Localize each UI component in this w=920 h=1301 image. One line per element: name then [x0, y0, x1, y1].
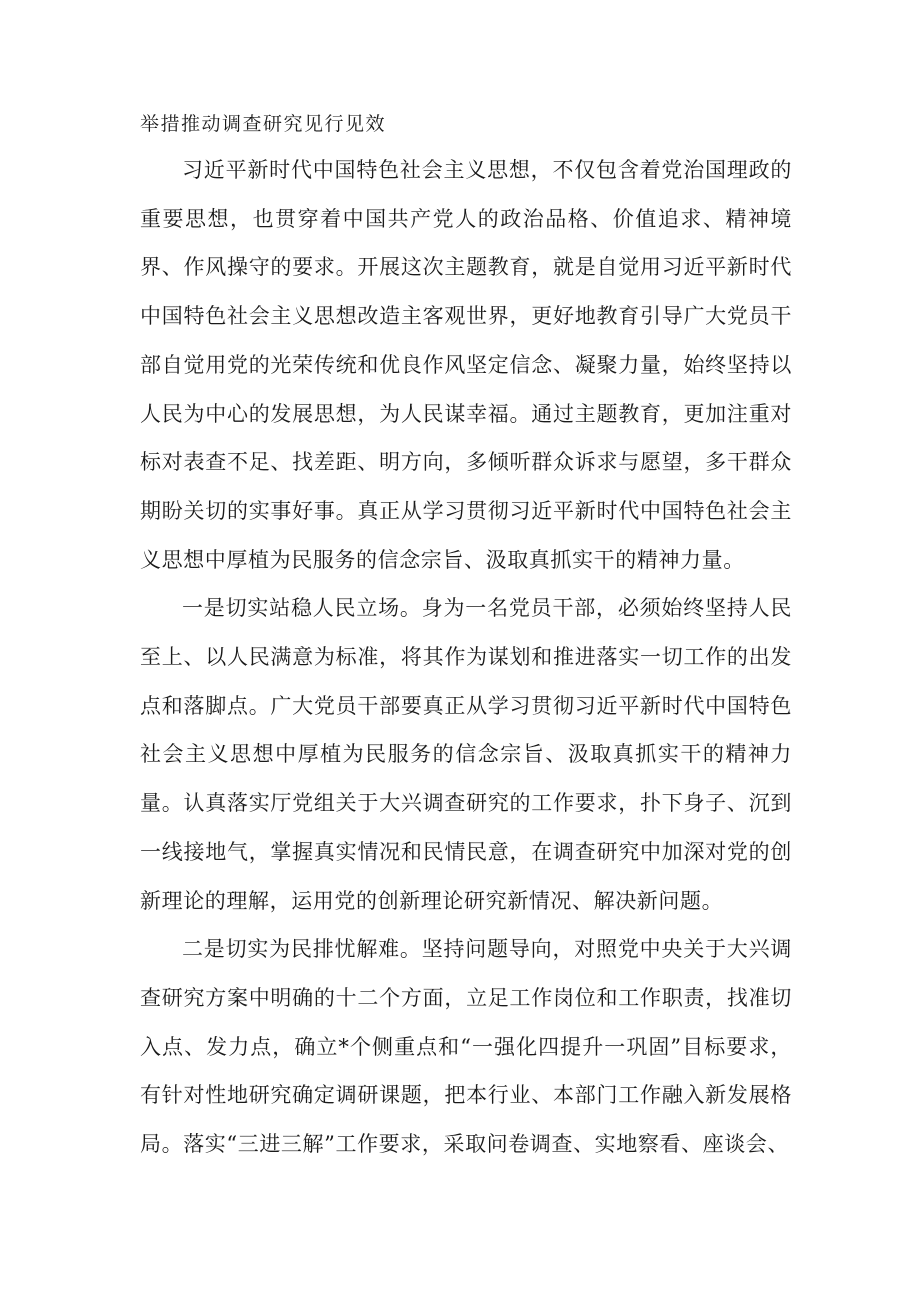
paragraph-intro: 习近平新时代中国特色社会主义思想，不仅包含着党治国理政的重要思想，也贯穿着中国共产党人的政治品格、价值追求、精神境界、作风操守的要求。开展这次主题教育，就是自觉用习近平新时代中国特色社会主义思想改造主客观世界，更好地教育引导广大党员干部自觉用党的光荣传统和优良作风坚定信念、凝聚力量，始终坚持以人民为中心的发展思想，为人民谋幸福。通过主题教育，更加注重对标对表查不足、找差距、明方向，多倾听群众诉求与愿望，多干群众期盼关切的实事好事。真正从学习贯彻习近平新时代中国特色社会主义思想中厚植为民服务的信念宗旨、汲取真抓实干的精神力量。	[140, 158, 792, 572]
document-title: 举措推动调查研究见行见效	[140, 113, 387, 135]
paragraph-point-one: 一是切实站稳人民立场。身为一名党员干部，必须始终坚持人民至上、以人民满意为标准，将其作为谋划和推进落实一切工作的出发点和落脚点。广大党员干部要真正从学习贯彻习近平新时代中国特色社会主义思想中厚植为民服务的信念宗旨、汲取真抓实干的精神力量。认真落实厅党组关于大兴调查研究的工作要求，扑下身子、沉到一线接地气，掌握真实情况和民情民意，在调查研究中加深对党的创新理论的理解，运用党的创新理论研究新情况、解决新问题。	[140, 596, 792, 913]
document-body	[140, 102, 792, 1169]
paragraph-point-two: 二是切实为民排忧解难。坚持问题导向，对照党中央关于大兴调查研究方案中明确的十二个方面，立足工作岗位和工作职责，找准切入点、发力点，确立*个侧重点和“一强化四提升一巩固”目标要求，有针对性地研究确定调研课题，把本行业、本部门工作融入新发展格局。落实“三进三解”工作要求，采取问卷调查、实地察看、座谈会、	[140, 937, 792, 1157]
